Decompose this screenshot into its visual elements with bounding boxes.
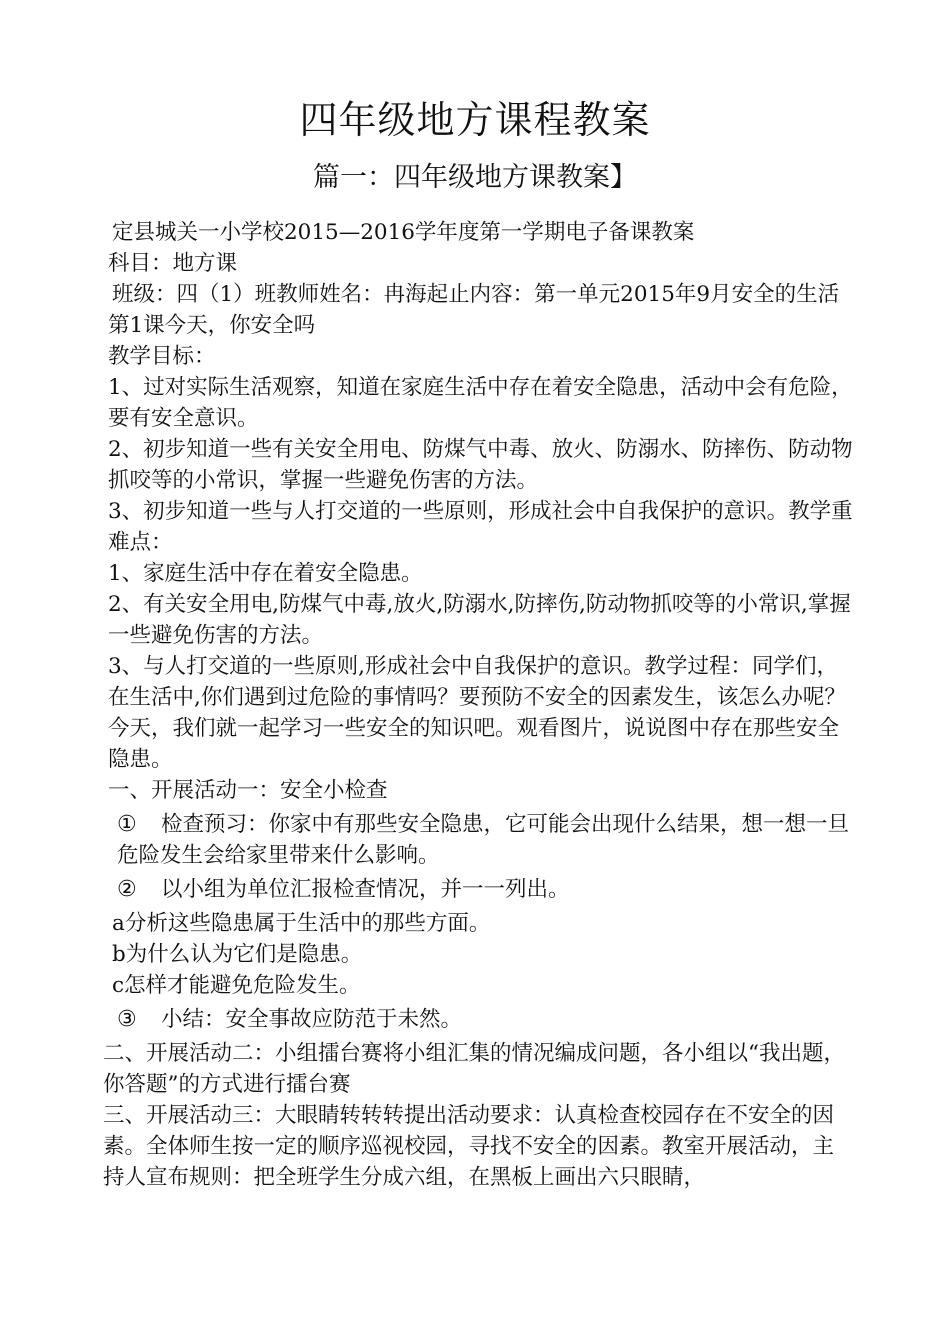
document-title: 四年级地方课程教案 [299,98,651,142]
activity-2-paragraph: 二、开展活动二：小组擂台赛将小组汇集的情况编成问题，各小组以“我出题，你答题”的方式进行擂台赛 [103,1041,845,1097]
activity-step-1 [103,809,853,871]
step-3-text: 小结：安全事故应防范于未然。 [161,1007,463,1032]
activity-1-heading: 一、开展活动一：安全小检查 [108,778,388,803]
step-marker-2: ② [117,877,137,902]
objectives-heading: 教学目标： [108,344,216,369]
objective-1: 1、过对实际生活观察，知道在家庭生活中存在着安全隐患，活动中会有危险，要有安全意识。 [108,375,853,431]
document-subtitle: 篇一：四年级地方课教案】 [313,162,637,193]
step-2-text: 以小组为单位汇报检查情况，并一一列出。 [161,877,570,902]
step-1-text: 检查预习：你家中有那些安全隐患，它可能会出现什么结果，想一想一旦危险发生会给家里带来什么影响。 [117,812,850,868]
activity-3-paragraph: 三、开展活动三：大眼睛转转转提出活动要求：认真检查校园存在不安全的因素。全体师生按一定的顺序巡视校园，寻找不安全的因素。教室开展活动，主持人宣布规则：把全班学生分成六组，在黑板上画出六只眼睛， [103,1103,835,1190]
key-point-1: 1、家庭生活中存在着安全隐患。 [108,561,423,586]
class-teacher-line: 班级：四（1）班教师姓名：冉海起止内容：第一单元2015年9月安全的生活 [112,282,840,307]
document-body [103,217,853,1193]
step-marker-3: ③ [117,1007,137,1032]
step-marker-1: ① [117,812,137,837]
sub-item-b: b为什么认为它们是隐患。 [112,942,363,967]
lesson-title: 第1课今天，你安全吗 [108,313,316,338]
activity-step-3 [103,1004,853,1035]
activity-step-2 [103,874,853,905]
sub-item-a: a分析这些隐患属于生活中的那些方面。 [112,911,491,936]
key-point-3: 3、与人打交道的一些原则,形成社会中自我保护的意识。教学过程：同学们，在生活中,你们遇到过危险的事情吗？要预防不安全的因素发生，该怎么办呢？今天，我们就一起学习一些安全的知识吧。观看图片，说说图中存在那些安全隐患。 [108,654,846,772]
objective-3: 3、初步知道一些与人打交道的一些原则，形成社会中自我保护的意识。教学重难点： [108,499,853,555]
key-point-2: 2、有关安全用电,防煤气中毒,放火,防溺水,防摔伤,防动物抓咬等的小常识,掌握一些避免伤害的方法。 [108,592,851,648]
school-heading: 定县城关一小学校2015—2016学年度第一学期电子备课教案 [112,220,695,245]
objective-2: 2、初步知道一些有关安全用电、防煤气中毒、放火、防溺水、防摔伤、防动物抓咬等的小常识，掌握一些避免伤害的方法。 [108,437,853,493]
sub-item-c: c怎样才能避免危险发生。 [112,973,361,998]
subject-line: 科目：地方课 [108,251,238,276]
